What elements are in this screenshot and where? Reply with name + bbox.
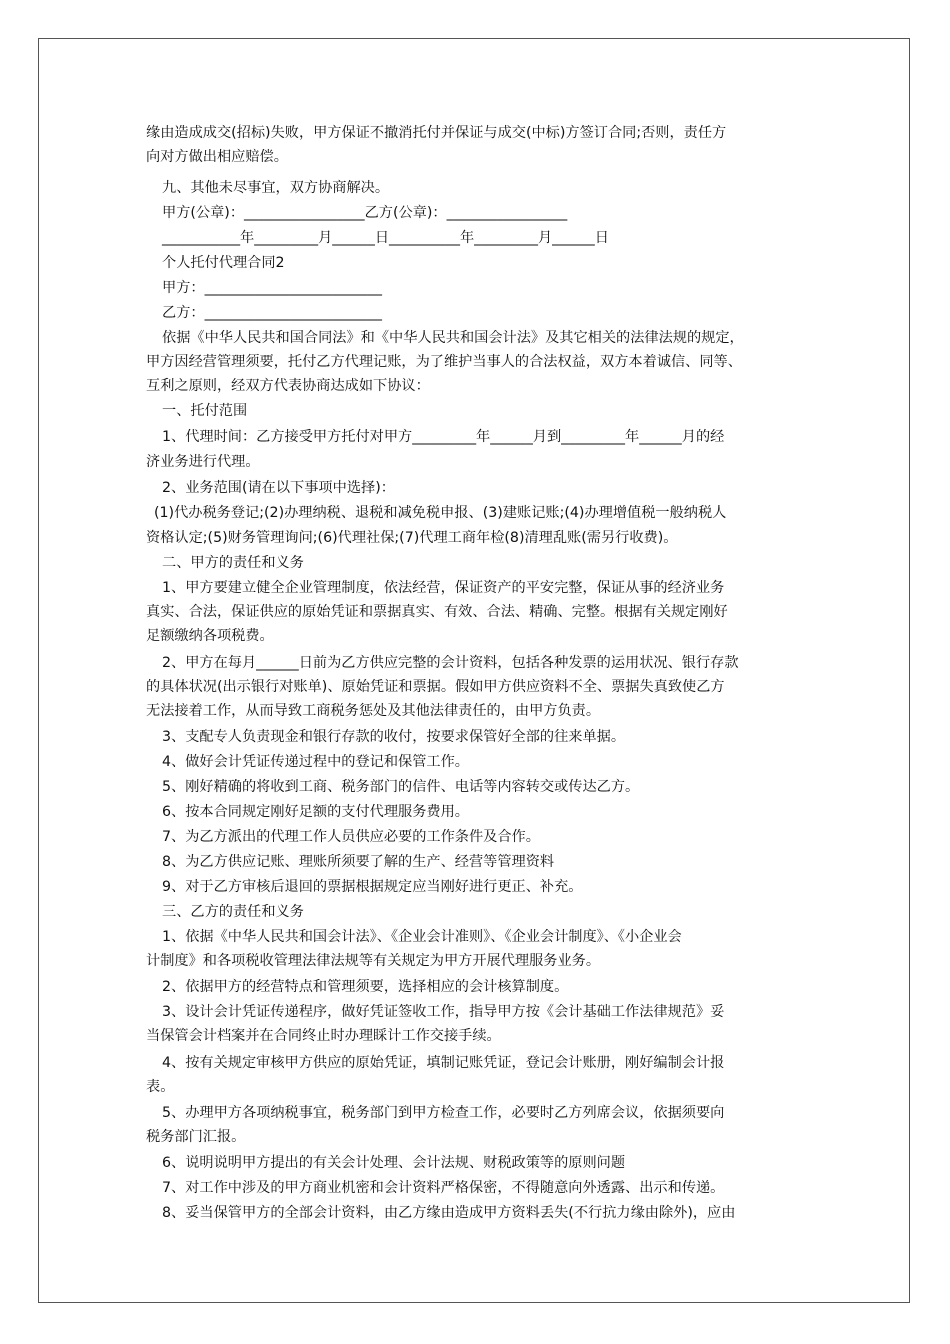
text-line: 计制度》和各项税收管理法律法规等有关规定为甲方开展代理服务业务。 (146, 953, 601, 969)
text-line: 依据《中华人民共和国合同法》和《中华人民共和国会计法》及其它相关的法律法规的规定， (162, 330, 744, 346)
text-line: 向对方做出相应赔偿。 (146, 149, 288, 165)
section-heading: 一、托付范围 (162, 403, 248, 419)
signature-line: 甲方(公章)：_________________乙方(公章)：_________________ (162, 205, 568, 221)
text-line: 税务部门汇报。 (146, 1129, 246, 1145)
text-line: 缘由造成成交(招标)失败，甲方保证不撤消托付并保证与成交(中标)方签订合同;否则，责任方 (146, 125, 727, 141)
text-line: 足额缴纳各项税费。 (146, 628, 274, 644)
text-line: 7、对工作中涉及的甲方商业机密和会计资料严格保密，不得随意向外透露、出示和传递。 (162, 1180, 725, 1196)
section-heading: 二、甲方的责任和义务 (162, 555, 304, 571)
text-line: 资格认定;(5)财务管理询问;(6)代理社保;(7)代理工商年检(8)清理乱账(需另行收费)。 (146, 530, 678, 546)
text-line: 2、依据甲方的经营特点和管理须要，选择相应的会计核算制度。 (162, 979, 569, 995)
text-line: 九、其他未尽事宜，双方协商解决。 (162, 180, 390, 196)
text-line: 8、妥当保管甲方的全部会计资料，由乙方缘由造成甲方资料丢失(不行抗力缘由除外)，应由 (162, 1205, 736, 1221)
text-line: 济业务进行代理。 (146, 454, 260, 470)
text-line: 4、做好会计凭证传递过程中的登记和保管工作。 (162, 754, 469, 770)
text-line: 1、代理时间：乙方接受甲方托付对甲方_________年______月到_________年______月的经 (162, 429, 725, 445)
text-line: 真实、合法，保证供应的原始凭证和票据真实、有效、合法、精确、完整。根据有关规定刚好 (146, 604, 728, 620)
section-heading: 三、乙方的责任和义务 (162, 904, 304, 920)
text-line: 5、刚好精确的将收到工商、税务部门的信件、电话等内容转交或传达乙方。 (162, 779, 640, 795)
text-line: 互利之原则，经双方代表协商达成如下协议： (146, 378, 430, 394)
text-line: 无法接着工作，从而导致工商税务惩处及其他法律责任的，由甲方负责。 (146, 703, 601, 719)
text-line: 6、按本合同规定刚好足额的支付代理服务费用。 (162, 804, 469, 820)
text-line: 5、办理甲方各项纳税事宜，税务部门到甲方检查工作，必要时乙方列席会议，依据须要向 (162, 1105, 725, 1121)
text-line: 1、依据《中华人民共和国会计法》、《企业会计准则》、《企业会计制度》、《小企业会 (162, 929, 682, 945)
text-line: 3、设计会计凭证传递程序，做好凭证签收工作，指导甲方按《会计基础工作法律规范》妥 (162, 1004, 725, 1020)
text-line: 6、说明说明甲方提出的有关会计处理、会计法规、财税政策等的原则问题 (162, 1155, 626, 1171)
text-line: 甲方因经营管理须要，托付乙方代理记账，为了维护当事人的合法权益，双方本着诚信、同等、 (146, 354, 742, 370)
date-line: ___________年_________月______日__________年_________月______日 (162, 230, 609, 246)
party-a-line: 甲方：_________________________ (162, 280, 382, 296)
text-line: 7、为乙方派出的代理工作人员供应必要的工作条件及合作。 (162, 829, 540, 845)
text-line: 3、支配专人负责现金和银行存款的收付，按要求保管好全部的往来单据。 (162, 729, 626, 745)
party-b-line: 乙方：_________________________ (162, 305, 382, 321)
contract-title: 个人托付代理合同2 (162, 255, 285, 271)
text-line: (1)代办税务登记;(2)办理纳税、退税和减免税申报、(3)建账记账;(4)办理增值税一般纳税人 (154, 505, 727, 521)
text-line: 的具体状况(出示银行对账单)、原始凭证和票据。假如甲方供应资料不全、票据失真致使乙方 (146, 679, 725, 695)
text-line: 2、业务范围(请在以下事项中选择)： (162, 480, 395, 496)
text-line: 当保管会计档案并在合同终止时办理睬计工作交接手续。 (146, 1028, 501, 1044)
text-line: 2、甲方在每月______日前为乙方供应完整的会计资料，包括各种发票的运用状况、银行存款 (162, 655, 739, 671)
text-line: 4、按有关规定审核甲方供应的原始凭证，填制记账凭证，登记会计账册，刚好编制会计报 (162, 1055, 725, 1071)
text-line: 8、为乙方供应记账、理账所须要了解的生产、经营等管理资料 (162, 854, 555, 870)
text-line: 1、甲方要建立健全企业管理制度，依法经营，保证资产的平安完整，保证从事的经济业务 (162, 580, 725, 596)
text-line: 表。 (146, 1079, 175, 1095)
text-line: 9、对于乙方审核后退回的票据根据规定应当刚好进行更正、补充。 (162, 879, 583, 895)
